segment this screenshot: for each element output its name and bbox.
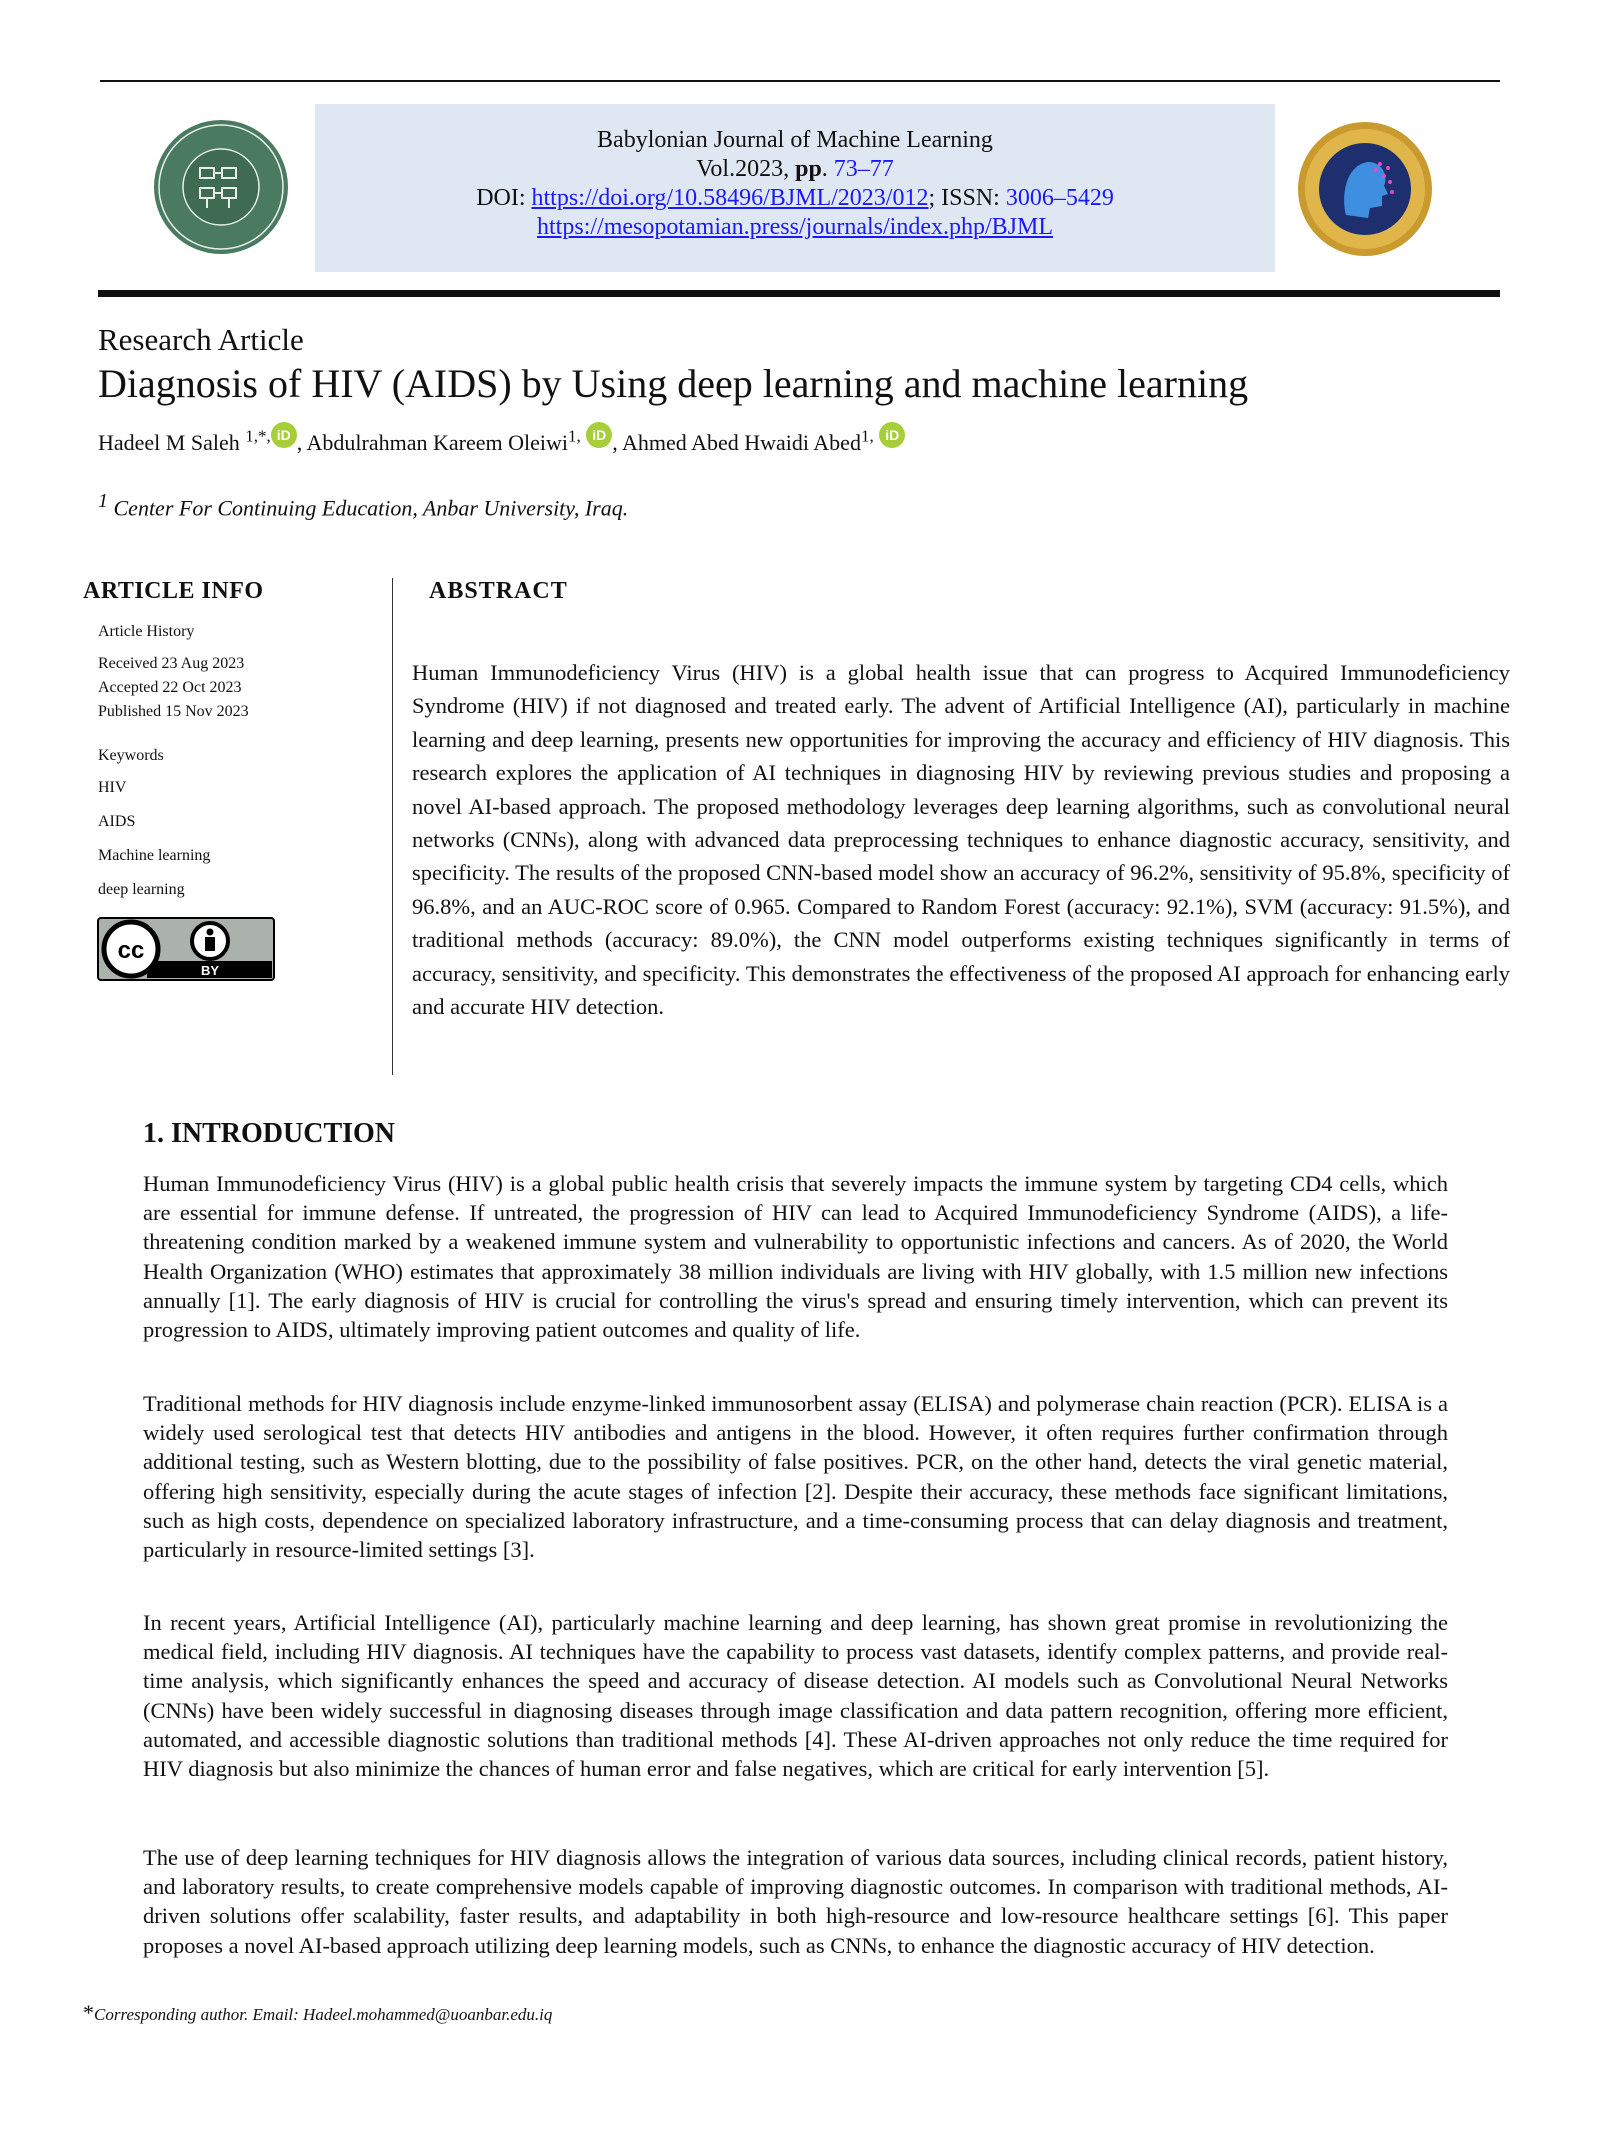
doi-line: DOI: https://doi.org/10.58496/BJML/2023/012; ISSN: 3006–5429 [476, 185, 1114, 211]
svg-text:cc: cc [117, 937, 145, 964]
orcid-icon[interactable]: iD [271, 422, 297, 448]
author-list: Hadeel M Saleh $^{1,*,}$ iD , Abdulrahman Kareem Oleiwi$^{1,}$ iD , Ahmed Abed Hwaidi Abed$^{1,}$ iD [98, 422, 905, 456]
accepted-date: Accepted 22 Oct 2023 [98, 679, 242, 696]
article-type: Research Article [98, 322, 304, 357]
author-name: Hadeel M Saleh [98, 430, 246, 455]
author-name: , Ahmed Abed Hwaidi Abed [612, 430, 861, 455]
published-date: Published 15 Nov 2023 [98, 703, 249, 720]
affiliation: $^1$ Center For Continuing Education, Anbar University, Iraq. [98, 490, 629, 521]
orcid-icon[interactable]: iD [879, 422, 905, 448]
doi-link[interactable]: https://doi.org/10.58496/BJML/2023/012 [531, 185, 929, 211]
journal-volume: Vol.2023, pp. 73–77 [696, 156, 894, 182]
column-divider [392, 578, 393, 1075]
paragraph: In recent years, Artificial Intelligence (AI), particularly machine learning and deep learning, has shown great promise in revolutionizing the medical field, including HIV diagnosis. AI techniques have the capability to process vast datasets, identify complex patterns, and provide real-time analysis, which significantly enhances the speed and accuracy of disease detection. AI models such as Convolutional Neural Networks (CNNs) have been widely successful in diagnosing diseases through image classification and data pattern recognition, offering more efficient, automated, and accessible diagnostic solutions than traditional methods [4]. These AI-driven approaches not only reduce the time required for HIV diagnosis but also minimize the chances of human error and false negatives, which are critical for early intervention [5]. [143, 1610, 1448, 1782]
article-title: Diagnosis of HIV (AIDS) by Using deep learning and machine learning [98, 361, 1249, 406]
keyword: deep learning [98, 881, 185, 898]
journal-header [315, 104, 1275, 272]
publisher-logo [152, 118, 290, 256]
header-rule [98, 290, 1500, 297]
paragraph: Human Immunodeficiency Virus (HIV) is a global public health crisis that severely impacts the immune system by targeting CD4 cells, which are essential for immune defense. If untreated, the progression of HIV can lead to Acquired Immunodeficiency Syndrome (AIDS), a life-threatening condition marked by a weakened immune system and vulnerability to opportunistic infections and cancers. As of 2020, the World Health Organization (WHO) estimates that approximately 38 million individuals are living with HIV globally, with 1.5 million new infections annually [1]. The early diagnosis of HIV is crucial for controlling the virus's spread and ensuring timely intervention, which can prevent its progression to AIDS, ultimately improving patient outcomes and quality of life. [143, 1171, 1448, 1343]
license-label: BY [200, 963, 220, 978]
page-range: 73–77 [833, 156, 894, 182]
paragraph: Traditional methods for HIV diagnosis include enzyme-linked immunosorbent assay (ELISA) and polymerase chain reaction (PCR). ELISA is a widely used serological test that detects HIV antibodies and antigens in the blood. However, it often requires further confirmation through additional testing, such as Western blotting, due to the possibility of false positives. PCR, on the other hand, detects the viral genetic material, offering high sensitivity, especially during the acute stages of infection [2]. Despite their accuracy, these methods face significant limitations, such as high costs, dependence on specialized laboratory infrastructure, and a time-consuming process that can delay diagnosis and treatment, particularly in resource-limited settings [3]. [143, 1391, 1448, 1563]
article-info-heading: ARTICLE INFO [83, 578, 264, 604]
section-heading: 1. INTRODUCTION [143, 1118, 396, 1149]
cc-by-license-badge[interactable] [97, 917, 275, 981]
abstract-text: Human Immunodeficiency Virus (HIV) is a global health issue that can progress to Acquired Immunodeficiency Syndrome (HIV) if not diagnosed and treated early. The advent of Artificial Intelligence (AI), particularly in machine learning and deep learning, presents new opportunities for improving the accuracy and efficiency of HIV diagnosis. This research explores the application of AI techniques in diagnosing HIV by reviewing previous studies and proposing a novel AI-based approach. The proposed methodology leverages deep learning algorithms, such as convolutional neural networks (CNNs), along with advanced data preprocessing techniques to enhance diagnostic accuracy, sensitivity, and specificity. The results of the proposed CNN-based model show an accuracy of 96.2%, sensitivity of 95.8%, specificity of 96.8%, and an AUC-ROC score of 0.965. Compared to Random Forest (accuracy: 92.1%), SVM (accuracy: 91.5%), and traditional methods (accuracy: 89.0%), the CNN model outperforms existing techniques significantly in terms of accuracy, sensitivity, and specificity. This demonstrates the effectiveness of the proposed AI approach for enhancing early and accurate HIV detection. [412, 660, 1510, 1020]
history-label: Article History [98, 623, 195, 640]
journal-name: Babylonian Journal of Machine Learning [597, 127, 993, 153]
keyword: Machine learning [98, 847, 211, 864]
received-date: Received 23 Aug 2023 [98, 655, 245, 672]
issn: 3006–5429 [1005, 185, 1114, 211]
paragraph: The use of deep learning techniques for HIV diagnosis allows the integration of various data sources, including clinical records, patient history, and laboratory results, to create comprehensive models capable of improving diagnostic outcomes. In comparison with traditional methods, AI-driven solutions offer scalability, faster results, and adaptability in both high-resource and low-resource healthcare settings [6]. This paper proposes a novel AI-based approach utilizing deep learning models, such as CNNs, to enhance the diagnostic accuracy of HIV detection. [143, 1845, 1448, 1958]
keyword: HIV [98, 779, 127, 796]
orcid-icon[interactable]: iD [586, 422, 612, 448]
keywords-label: Keywords [98, 747, 164, 764]
corresponding-author-footnote: *Corresponding author. Email: Hadeel.mohammed@uoanbar.edu.iq [83, 2000, 553, 2025]
top-rule [100, 80, 1500, 82]
keyword: AIDS [98, 813, 136, 830]
journal-logo [1296, 120, 1434, 258]
journal-url-link[interactable]: https://mesopotamian.press/journals/index.php/BJML [537, 214, 1053, 240]
abstract-heading: ABSTRACT [429, 578, 568, 604]
author-name: , Abdulrahman Kareem Oleiwi [296, 430, 568, 455]
